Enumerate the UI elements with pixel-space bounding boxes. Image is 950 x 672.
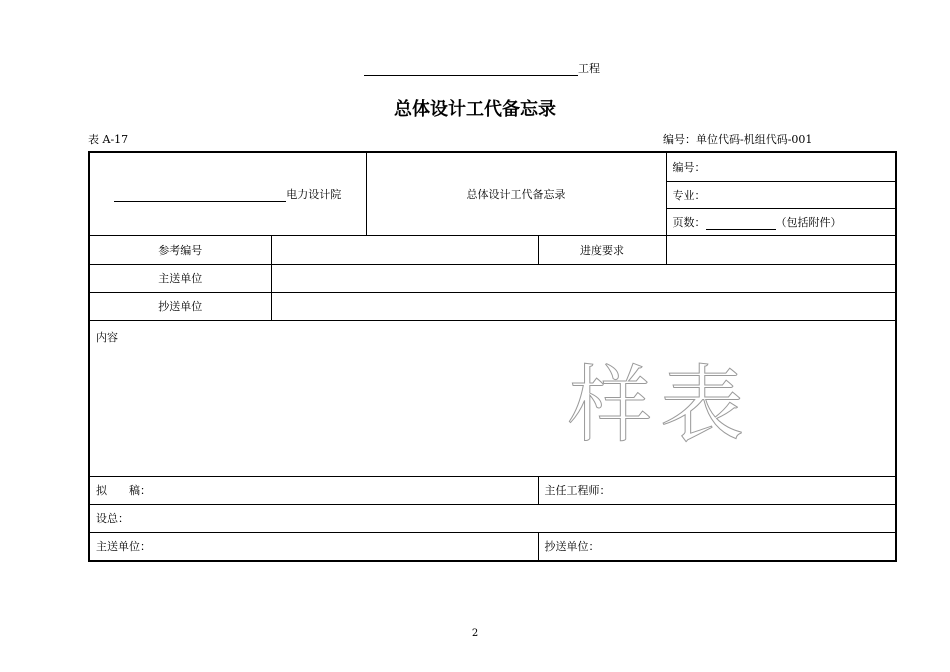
page-title: 总体设计工代备忘录	[394, 99, 556, 120]
design-chief-label: 设总：	[96, 512, 129, 525]
company-cell	[89, 152, 366, 235]
drafter-label: 拟 稿：	[96, 484, 151, 497]
main-recipient-label: 主送单位	[89, 264, 271, 292]
company-name-blank[interactable]	[114, 189, 286, 202]
number-field[interactable]	[666, 152, 896, 181]
main-recipient-field[interactable]	[271, 264, 896, 292]
ref-number-field[interactable]	[271, 235, 538, 264]
memo-title-cell: 总体设计工代备忘录	[366, 152, 666, 235]
project-name-line	[364, 60, 600, 76]
number-label: 编号：	[672, 160, 706, 174]
chief-engineer-label: 主任工程师：	[544, 484, 611, 497]
main-recipient-sign-label: 主送单位：	[96, 540, 151, 554]
project-suffix: 工程	[578, 62, 600, 75]
pages-field[interactable]	[666, 208, 896, 235]
cc-recipient-label: 抄送单位	[89, 292, 271, 320]
form-number: 表 A-17	[88, 133, 129, 146]
document-number: 编号：单位代码-机组代码-001	[663, 133, 813, 146]
sample-watermark: 样表	[568, 356, 753, 454]
specialty-field[interactable]	[666, 181, 896, 208]
specialty-label: 专业：	[672, 188, 706, 202]
cc-recipient-sign-label: 抄送单位：	[544, 540, 600, 554]
project-name-blank[interactable]	[364, 63, 578, 76]
schedule-field[interactable]	[666, 235, 896, 264]
design-chief-field[interactable]	[89, 504, 896, 532]
ref-number-label: 参考编号	[89, 235, 271, 264]
schedule-label: 进度要求	[538, 235, 666, 264]
page-number: 2	[471, 628, 479, 639]
company-suffix: 电力设计院	[286, 187, 342, 201]
cc-recipient-sign-field[interactable]	[538, 532, 896, 561]
pages-label: 页数：	[672, 215, 706, 229]
chief-engineer-field[interactable]	[538, 476, 896, 504]
pages-note: （包括附件）	[775, 215, 842, 229]
content-field[interactable]	[89, 320, 896, 476]
drafter-field[interactable]	[89, 476, 538, 504]
cc-recipient-field[interactable]	[271, 292, 896, 320]
main-recipient-sign-field[interactable]	[89, 532, 538, 561]
memo-form-table	[88, 151, 897, 562]
pages-blank[interactable]	[706, 217, 776, 230]
content-label: 内容	[96, 330, 118, 344]
